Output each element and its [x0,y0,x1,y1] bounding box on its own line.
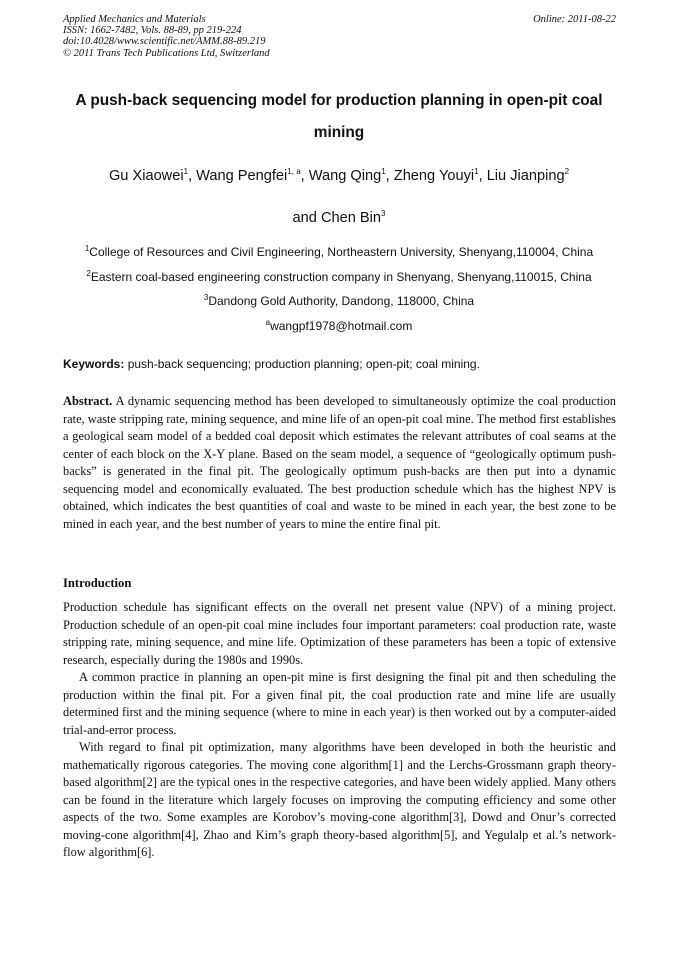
author-list: Gu Xiaowei$^1$, Wang Pengfei$^{1, a}$, Wang Qing$^1$, Zheng Youyi$^1$, Liu Jianping$^2$ [108,167,570,184]
affil-mark: 2 [86,269,91,278]
author-affil-mark: 1 [474,167,479,177]
author-affil-mark: 3 [381,209,386,219]
author-affil-mark: 1, a [287,167,301,177]
section-heading-introduction: Introduction [63,576,132,590]
author-name: and Chen Bin [292,210,381,226]
paragraph: A common practice in planning an open-pit mine is first designing the final pit and then scheduling the production within the final pit. For a given final pit, the coal production rate and mine life are usually determined first and the mining sequence (where to mine in each year) is then worked out by a computer-aided trial-and-error process. [63,670,616,737]
affil-text: College of Resources and Civil Engineering, Northeastern University, Shenyang,110004, China [89,245,594,259]
author-affil-mark: 2 [564,167,570,177]
author-name: Wang Qing [308,168,382,184]
author-name: Liu Jianping [486,168,565,184]
affiliation-1 [20,245,658,259]
email-text: wangpf1978@hotmail.com [270,319,413,333]
online-date: Online: 2011-08-22 [533,14,616,25]
author-name: Gu Xiaowei [108,168,184,184]
keywords-label: Keywords: [63,357,125,371]
email-mark: a [265,318,271,327]
contact-email [20,319,658,333]
journal-header [63,14,616,59]
author-name: Wang Pengfei [196,168,288,184]
author-list-line-2 [30,210,648,226]
paragraph: Production schedule has significant effects on the overall net present value (NPV) of a mining project. Production schedule of an open-pit coal mine includes four important parameters: coal production rate, waste stripping rate, mining sequence, and mine life. Optimization of these parameters has been a topic of extensive research, especially during the 1980s and 1990s. [63,600,616,667]
journal-name: Applied Mechanics and Materials [63,14,206,25]
author-affil-mark: 1 [183,167,189,177]
author-affil-mark: 1 [381,167,386,177]
copyright-line: © 2011 Trans Tech Publications Ltd, Switzerland [63,47,270,59]
affil-mark: 1 [84,244,90,253]
issn-line: ISSN: 1662-7482, Vols. 88-89, pp 219-224 [63,25,242,37]
paper-title-line-1: A push-back sequencing model for production planning in open-pit coal [75,92,603,109]
paper-title-line-2: mining [313,124,365,141]
doi-line: doi:10.4028/www.scientific.net/AMM.88-89.219 [63,36,266,48]
author-name: Zheng Youyi [393,168,475,184]
affiliation-3 [20,294,658,308]
abstract-text: A dynamic sequencing method has been developed to simultaneously optimize the coal production rate, waste stripping rate, mining sequence, and mine life of an open-pit coal mine. The method first establishes a geological seam model of a bedded coal deposit which estimates the relevant attributes of coal seams at the center of each block on the X-Y plane. Based on the seam model, a sequence of “geologically optimum push-backs” is generated in the final pit. The geologically optimum push-backs are then put into a dynamic sequencing model and economically evaluated. The best production schedule which has the highest NPV is obtained, which indicates the best quantities of coal and waste to be mined in each year, the best zone to be mined in each year, and the best number of years to mine the entire final pit. [63,394,616,531]
affil-text: Dandong Gold Authority, Dandong, 118000, China [208,294,475,308]
affiliation-2 [20,270,658,284]
abstract [63,393,616,533]
affil-text: Eastern coal-based engineering construction company in Shenyang, Shenyang,110015, China [90,270,592,284]
introduction-body [63,599,616,862]
keywords-text: push-back sequencing; production planning; open-pit; coal mining. [127,357,480,371]
paragraph: With regard to final pit optimization, many algorithms have been developed in both the heuristic and mathematically rigorous categories. The moving cone algorithm[1] and the Lerchs-Grossmann graph theory-based algorithm[2] are the typical ones in the respective categories, and have been widely applied. Many others can be found in the literature which largely focuses on improving the computing efficiency and some other aspects of the two. Some examples are Korobov’s moving-cone algorithm[3], Dowd and Onur’s corrected moving-cone algorithm[4], Zhao and Kim’s graph theory-based algorithm[5], and Yegulalp et al.’s network-flow algorithm[6]. [63,740,616,859]
affil-mark: 3 [203,293,209,302]
keywords [63,357,616,371]
abstract-label: Abstract. [63,394,113,408]
